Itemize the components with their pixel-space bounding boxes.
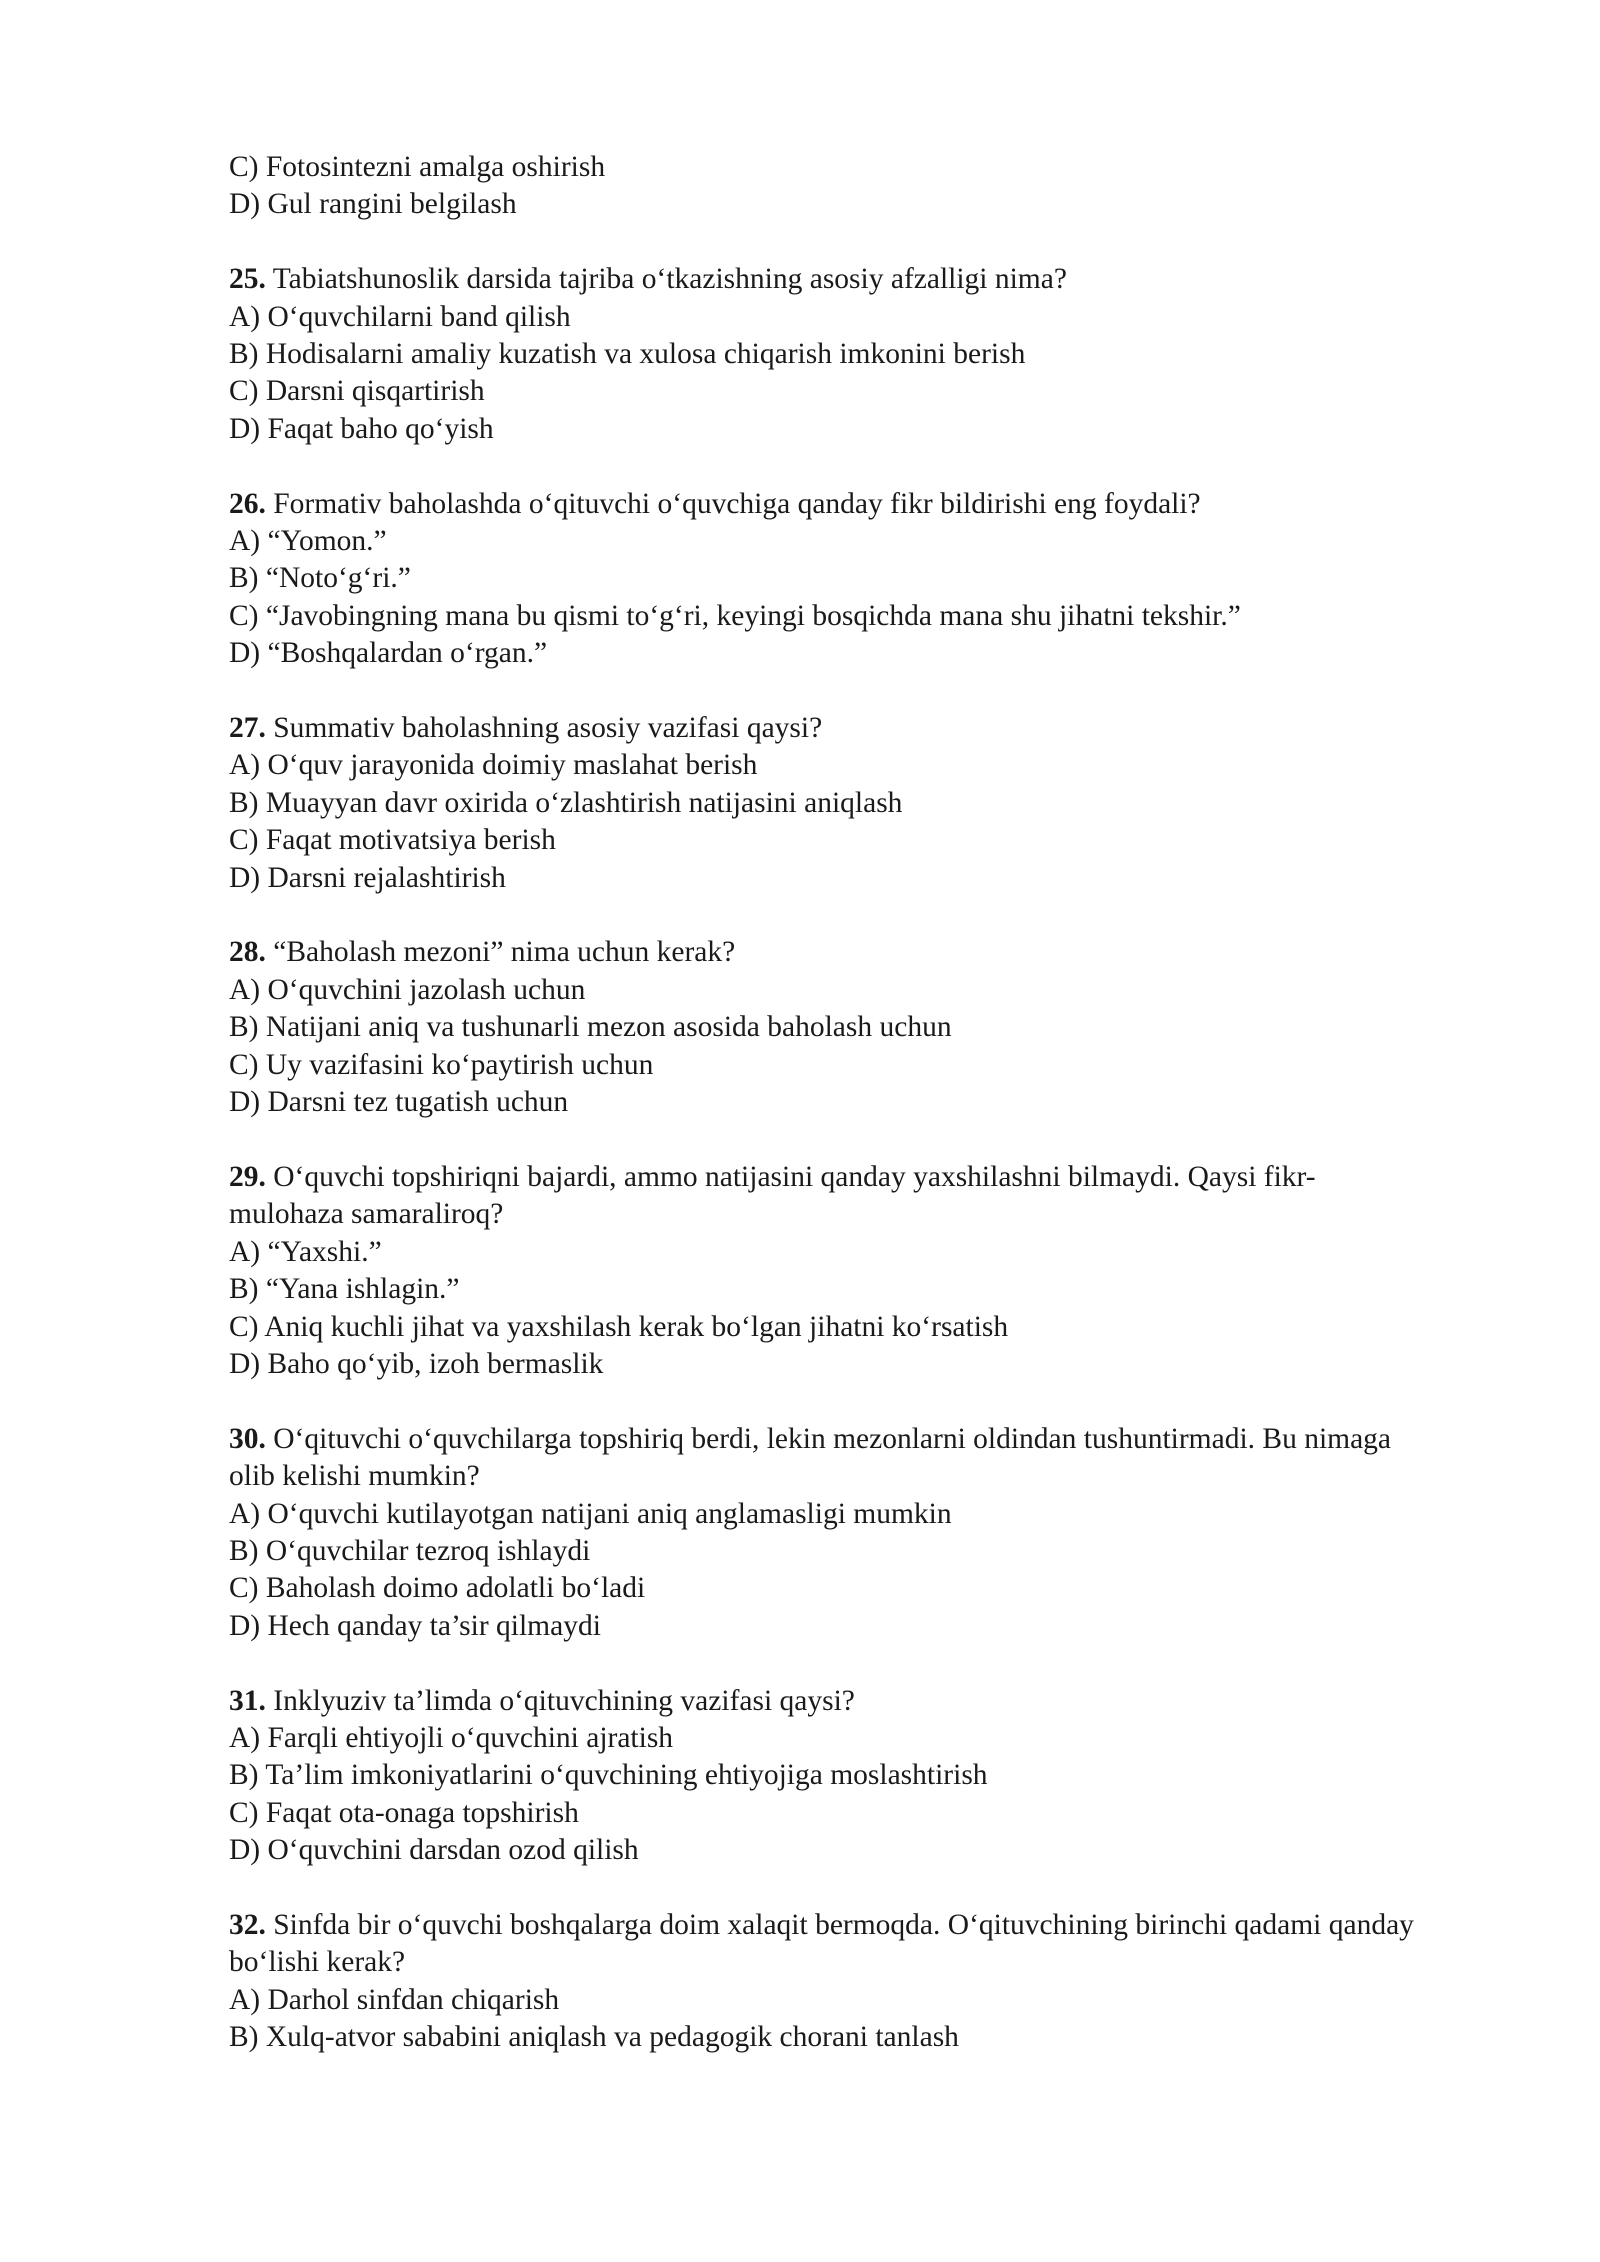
option-d: D) Gul rangini belgilash — [229, 188, 517, 221]
question-text: O‘quvchi topshiriqni bajardi, ammo natijasini qanday yaxshilashni bilmaydi. Qaysi fikr-mulohaza samaraliroq? — [229, 1160, 1316, 1231]
question-number: 29. — [229, 1160, 266, 1193]
question-number: 26. — [229, 487, 266, 520]
question-text: Sinfda bir o‘quvchi boshqalarga doim xalaqit bermoqda. O‘qituvchining birinchi qadami qanday bo‘lishi kerak? — [229, 1908, 1414, 1979]
question-stem — [229, 1683, 1429, 1720]
question-stem — [229, 1421, 1429, 1496]
option-d: D) Darsni tez tugatish uchun — [229, 1086, 569, 1119]
option-c: C) Fotosintezni amalga oshirish — [229, 151, 606, 183]
option-a: A) “Yomon.” — [229, 525, 387, 558]
option-d: D) O‘quvchini darsdan ozod qilish — [229, 1834, 639, 1867]
question-stem — [229, 486, 1429, 523]
question-stem — [229, 1907, 1429, 1982]
question-text: Summativ baholashning asosiy vazifasi qaysi? — [273, 712, 823, 745]
question-number: 25. — [229, 263, 266, 296]
option-a: A) O‘quvchi kutilayotgan natijani aniq anglamasligi mumkin — [229, 1497, 952, 1530]
option-d: D) “Boshqalardan o‘rgan.” — [229, 637, 548, 670]
option-a: A) O‘quvchini jazolash uchun — [229, 973, 586, 1006]
document-page — [229, 149, 1429, 2057]
question-text: Inklyuziv ta’limda o‘qituvchining vazifasi qaysi? — [273, 1684, 855, 1717]
option-b: B) “Noto‘g‘ri.” — [229, 562, 411, 595]
option-c: C) Baholash doimo adolatli bo‘ladi — [229, 1572, 646, 1605]
question-32 — [229, 1907, 1429, 2057]
option-d: D) Hech qanday ta’sir qilmaydi — [229, 1609, 601, 1642]
question-31 — [229, 1683, 1429, 1870]
question-number: 31. — [229, 1684, 266, 1717]
option-c: C) Aniq kuchli jihat va yaxshilash kerak bo‘lgan jihatni ko‘rsatish — [229, 1310, 1009, 1343]
question-text: O‘qituvchi o‘quvchilarga topshiriq berdi, lekin mezonlarni oldindan tushuntirmadi. Bu nimaga olib kelishi mumkin? — [229, 1422, 1392, 1493]
question-30 — [229, 1421, 1429, 1645]
option-d: D) Baho qo‘yib, izoh bermaslik — [229, 1347, 604, 1380]
question-25 — [229, 261, 1429, 448]
question-text: Tabiatshunoslik darsida tajriba o‘tkazishning asosiy afzalligi nima? — [272, 263, 1067, 296]
question-29 — [229, 1159, 1429, 1383]
option-a: A) Farqli ehtiyojli o‘quvchini ajratish — [229, 1721, 674, 1754]
question-number: 27. — [229, 712, 266, 745]
question-number: 28. — [229, 936, 266, 969]
question-number: 32. — [229, 1908, 266, 1941]
option-b: B) Hodisalarni amaliy kuzatish va xulosa chiqarish imkonini berish — [229, 338, 1026, 371]
option-c: C) Darsni qisqartirish — [229, 375, 485, 408]
option-b: B) Ta’lim imkoniyatlarini o‘quvchining ehtiyojiga moslashtirish — [229, 1759, 988, 1792]
question-26 — [229, 486, 1429, 673]
option-c: C) Faqat motivatsiya berish — [229, 824, 556, 857]
question-stem — [229, 261, 1429, 298]
question-stem — [229, 710, 1429, 747]
option-b: B) Xulq-atvor sababini aniqlash va pedagogik chorani tanlash — [229, 2021, 959, 2054]
option-b: B) O‘quvchilar tezroq ishlaydi — [229, 1534, 591, 1567]
option-d: D) Darsni rejalashtirish — [229, 861, 506, 894]
option-d: D) Faqat baho qo‘yish — [229, 412, 494, 445]
question-28 — [229, 934, 1429, 1121]
question-text: Formativ baholashda o‘qituvchi o‘quvchiga qanday fikr bildirishi eng foydali? — [273, 487, 1201, 520]
option-a: A) “Yaxshi.” — [229, 1235, 382, 1268]
carryover-options — [229, 149, 1429, 224]
option-b: B) Muayyan davr oxirida o‘zlashtirish natijasini aniqlash — [229, 786, 903, 819]
option-b: B) “Yana ishlagin.” — [229, 1273, 460, 1306]
option-c: C) “Javobingning mana bu qismi to‘g‘ri, keyingi bosqichda mana shu jihatni tekshir.” — [229, 599, 1241, 632]
question-stem — [229, 1159, 1429, 1234]
option-a: A) Darhol sinfdan chiqarish — [229, 1983, 560, 2016]
question-text: “Baholash mezoni” nima uchun kerak? — [273, 936, 736, 969]
option-a: A) O‘quv jarayonida doimiy maslahat berish — [229, 749, 758, 782]
option-a: A) O‘quvchilarni band qilish — [229, 300, 571, 333]
option-c: C) Faqat ota-onaga topshirish — [229, 1796, 579, 1829]
option-b: B) Natijani aniq va tushunarli mezon asosida baholash uchun — [229, 1011, 952, 1044]
question-number: 30. — [229, 1422, 266, 1455]
option-c: C) Uy vazifasini ko‘paytirish uchun — [229, 1048, 654, 1081]
question-27 — [229, 710, 1429, 897]
question-stem — [229, 934, 1429, 971]
